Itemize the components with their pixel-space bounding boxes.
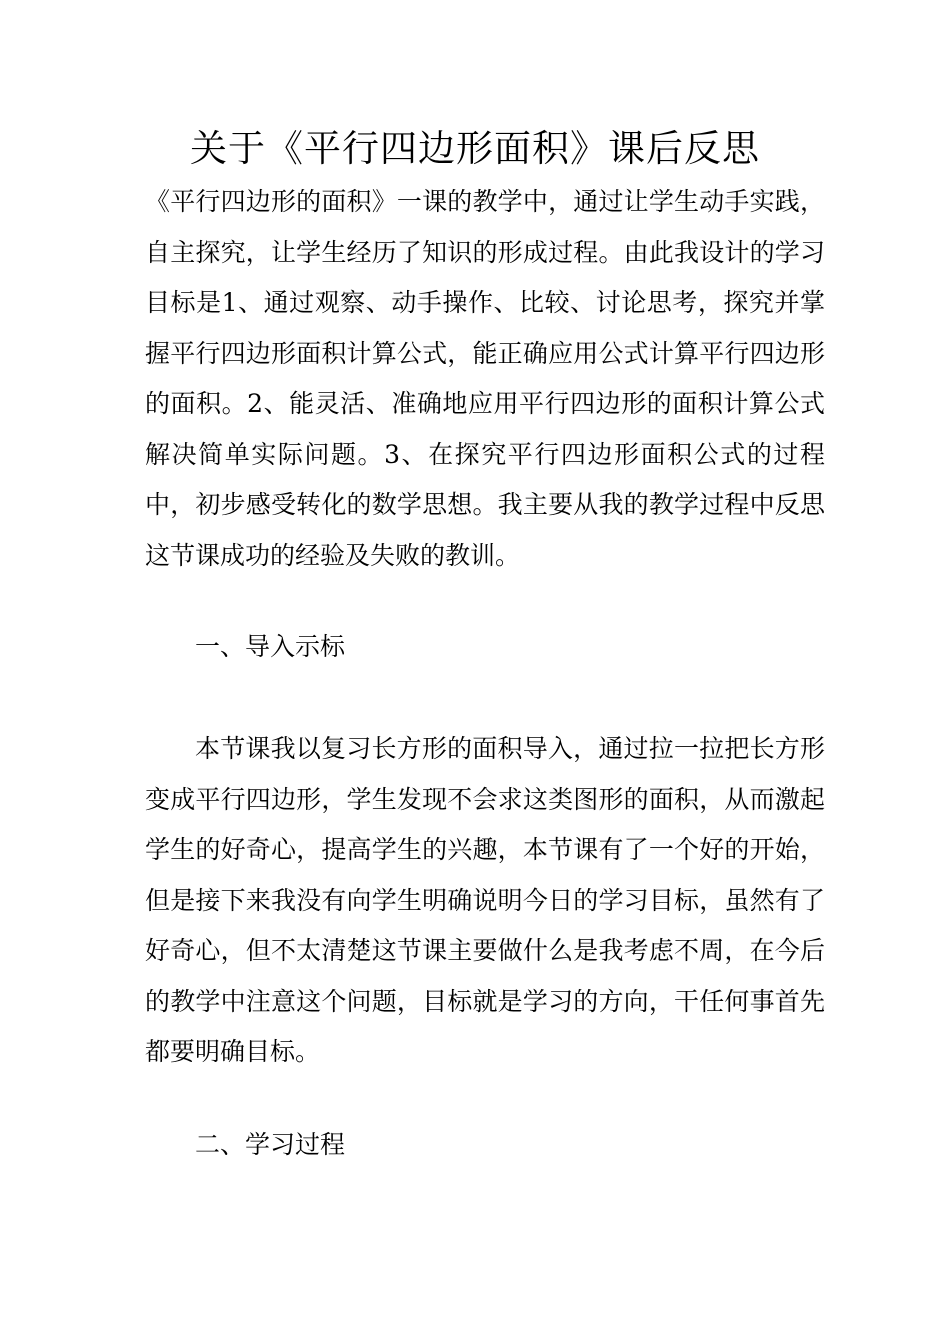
section-heading-intro: 一、导入示标 <box>195 632 346 661</box>
section-heading-process: 二、学习过程 <box>195 1130 346 1159</box>
section-paragraph-intro: 本节课我以复习长方形的面积导入，通过拉一拉把长方形变成平行四边形，学生发现不会求这类图形的面积，从而激起学生的好奇心，提高学生的兴趣，本节课有了一个好的开始，但是接下来我没有向学生明确说明今日的学习目标，虽然有了好奇心，但不太清楚这节课主要做什么是我考虑不周，在今后的教学中注意这个问题，目标就是学习的方向，干任何事首先都要明确目标。 <box>145 734 825 1066</box>
intro-paragraph: 《平行四边形的面积》一课的教学中，通过让学生动手实践，自主探究，让学生经历了知识的形成过程。由此我设计的学习目标是1、通过观察、动手操作、比较、讨论思考，探究并掌握平行四边形面积计算公式，能正确应用公式计算平行四边形的面积。2、能灵活、准确地应用平行四边形的面积计算公式解决简单实际问题。3、在探究平行四边形面积公式的过程中，初步感受转化的数学思想。我主要从我的教学过程中反思这节课成功的经验及失败的教训。 <box>145 187 825 570</box>
document-title: 关于《平行四边形面积》课后反思 <box>190 127 760 170</box>
